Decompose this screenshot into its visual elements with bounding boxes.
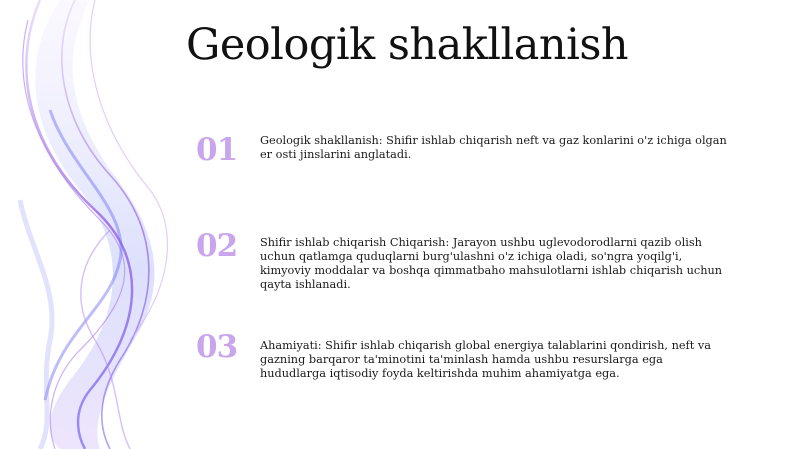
slide-title: Geologik shakllanish (186, 20, 629, 70)
item-number: 01 (196, 132, 238, 168)
item-text: Ahamiyati: Shifir ishlab chiqarish global energiya talablarini qondirish, neft va gazning barqaror ta'minotini ta'minlash hamda ushbu resurslarga ega hududlarga iqtisodiy foyda keltirishda muhim ahamiyatga ega. (260, 339, 711, 380)
item-number: 03 (196, 329, 238, 365)
item-number: 02 (196, 228, 238, 264)
item-text: Geologik shakllanish: Shifir ishlab chiqarish neft va gaz konlarini o'z ichiga olgan er osti jinslarini anglatadi. (260, 134, 727, 161)
item-text: Shifir ishlab chiqarish Chiqarish: Jarayon ushbu uglevodorodlarni qazib olish uchun qatlamga quduqlarni burg'ulashni o'z ichiga oladi, so'ngra yoqilg'i, kimyoviy moddalar va boshqa qimmatbaho mahsulotlarni ishlab chiqarish uchun qayta ishlanadi. (260, 236, 723, 291)
